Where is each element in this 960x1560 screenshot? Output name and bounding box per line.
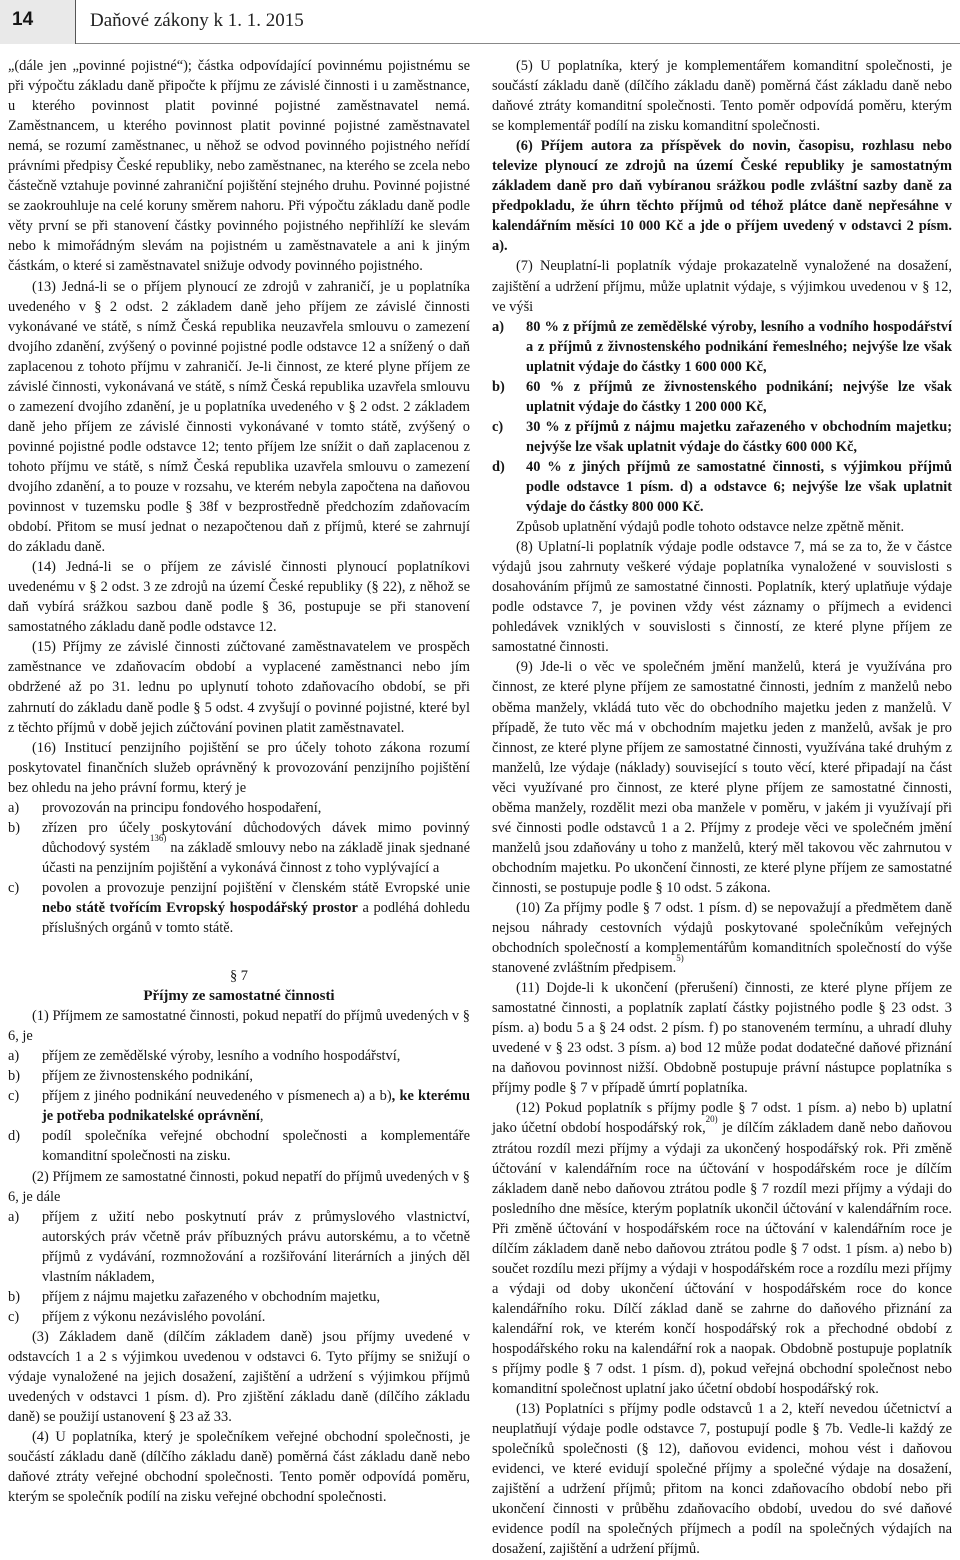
paragraph-s12: (12) Pokud poplatník s příjmy podle § 7 odst. 1 písm. a) nebo b) uplatní jako účetní období hospodářský rok,$^{20)}$ je dílčím základem daně nebo daňovou ztrátou rozdíl mezi příjmy a výdaji za ukončený hospodářský rok. Při změně účtování v kalendářním roce na účtování v hospodářském roce je dílčím základem daně nebo daňovou ztrátou podle § 7 rozdíl mezi příjmy a výdaji do posledního dne měsíce, kterým poplatník ukončil účtování v kalendářním roce. Při změně účtování v hospodářském roce na účtování v kalendářním roce je dílčím základem daně nebo daňovou ztrátou podle § 7 odst. 1 písm. a) nebo b) součet rozdílu mezi příjmy a výdaji v hospodářském roce a rozdílu mezi příjmy a výdaji od doby ukončení účtování v hospodářském roce do konce kalendářního roku. Dílčí základ daně se zahrne do daňového přiznání za kalendářní rok, ve kterém končí hospodářský rok a přechodné období z hospodářského roku na kalendářní rok a naopak. Obdobně postupuje poplatník s příjmy podle § 7 odst. 1 písm. d), pokud veřejná obchodní společnost nebo komanditní společnost uplatní jako účetní období hospodářský rok.	[492, 1100, 952, 1398]
paragraph-s8: (8) Uplatní-li poplatník výdaje podle odstavce 7, má se za to, že v částce výdajů jsou zahrnuty veškeré výdaje poplatníka vynaložené v souvislosti s dosahováním příjmů ze samostatné činnosti. Poplatník, který uplatňuje výdaje podle odstavce 7, je povinen vždy vést záznamy o příjmech a evidenci pohledávek vzniklých v souvislosti s činností, ze které plyne příjem ze samostatné činnosti.	[492, 539, 952, 656]
paragraph-16: (16) Institucí penzijního pojištění se pro účely tohoto zákona rozumí poskytovatel finančních služeb oprávněný k provozování penzijního pojištění bez ohledu na jeho právní formu, který je	[8, 739, 470, 796]
paragraph-s4: (4) U poplatníka, který je společníkem veřejné obchodní společnosti, je součástí základu daně (dílčího základu daně) poměrná část základu daně nebo daňové ztráty veřejné obchodní společnosti. Tento poměr odpovídá poměru, kterým se společník podílí na zisku veřejné obchodní společnosti.	[8, 1429, 470, 1506]
paragraph-s13: (13) Poplatníci s příjmy podle odstavců 1 a 2, kteří nevedou účetnictví a neuplatňují výdaje podle odstavce 7, postupují podle § 7b. Vedle-li každý ze společníků společnosti (§ 12), daňovou evidenci, mohou vést i daňovou evidenci, ve které evidují společné příjmy a společné výdaje na dosažení, zajištění a udržení příjmů; přitom na konci zdaňovacího období nebo při ukončení činnosti v průběhu zdaňovacího období, uvedou do své daňové evidence podíl na společných příjmech a podíl na společných výdajích na dosažení, zajištění a udržení příjmů.	[492, 1401, 952, 1558]
footnote-ref: 5)	[676, 953, 684, 964]
running-title: Daňové zákony k 1. 1. 2015	[90, 10, 304, 31]
paragraph-s6: (6) Příjem autora za příspěvek do novin, časopisu, rozhlasu nebo televize plynoucí ze zdrojů na území České republiky je samostatným základem daně pro daň vybíranou srážkou podle zvláštní sazby daně za předpokladu, že úhrn těchto příjmů od téhož plátce daně nepřesáhne v kalendářním měsíci 10 000 Kč a jde o příjem uvedený v odstavci 2 písm. a).	[492, 138, 952, 255]
list-item: c) příjem z jiného podnikání neuvedeného v písmenech a) a b), ke kterému je potřeba podnikatelské oprávnění,	[8, 1088, 470, 1125]
paragraph-s5: (5) U poplatníka, který je komplementářem komanditní společnosti, je součástí základu daně (dílčího základu daně) poměrná část základu daně nebo daňové ztráty komanditní společnosti. Tento poměr odpovídá poměru, kterým se komplementář podílí na zisku komanditní společnosti.	[492, 58, 952, 135]
paragraph-s3: (3) Základem daně (dílčím základem daně) jsou příjmy uvedené v odstavcích 1 a 2 s výjimkou uvedenou v odstavci 6. Tyto příjmy se snižují o výdaje vynaložené na jejich dosažení, zajištění a udržení s výjimkou příjmů uvedených v odstavci 1 písm. d). Pro zjištění základu daně (dílčího základu daně) se použijí ustanovení § 23 až 33.	[8, 1328, 470, 1426]
paragraph-s2: (2) Příjmem ze samostatné činnosti, pokud nepatří do příjmů uvedených v § 6, je dále	[8, 1168, 470, 1205]
list-item: c) 30 % z příjmů z nájmu majetku zařazeného v obchodním majetku; nejvýše lze však uplatnit výdaje do částky 600 000 Kč,	[492, 418, 952, 455]
list-item: b) zřízen pro účely poskytování důchodových dávek mimo povinný důchodový systém$^{136)}$ na základě smlouvy nebo na základě jinak sjednané účasti na penzijním pojištění a vykonává činnost z toho vyplývající a	[8, 819, 470, 876]
paragraph-s7-tail: Způsob uplatnění výdajů podle tohoto odstavce nelze zpětně měnit.	[516, 519, 905, 536]
list-item: a) příjem ze zemědělské výroby, lesního a vodního hospodářství,	[8, 1048, 401, 1065]
paragraph-s1: (1) Příjmem ze samostatné činnosti, pokud nepatří do příjmů uvedených v § 6, je	[8, 1008, 470, 1045]
footnote-ref: 136)	[149, 833, 167, 844]
paragraph-s9: (9) Jde-li o věc ve společném jmění manželů, která je využívána pro činnost, ze které plyne příjem ze samostatné činnosti, jedním z manželů nebo oběma manžely, vkládá tuto věc do obchodního majetku jeden z manželů. V případě, že tuto věc má v obchodním majetku jeden z manželů, avšak je pro činnost, ze které plyne příjem ze samostatné činnosti, využívána také druhým z manželů, lze výdaje (náklady) související s touto věcí, které připadají na část věci využívané pro činnost, ze které plyne příjem ze samostatné činnosti, oběma manžely, rozdělit mezi oba manžele v poměru, v jakém ji využívají při své činnosti podle odstavců 1 a 2. Příjmy z prodeje věci ve společném jmění manželů jsou zdaňovány u toho z manželů, který měl takovou věc zahrnutou v obchodním majetku. Po ukončení činnosti, ze které plyne příjem ze samostatné činnosti, se postupuje podle § 10 odst. 5 zákona.	[492, 659, 952, 896]
paragraph-14: (14) Jedná-li se o příjem ze závislé činnosti plynoucí poplatníkovi uvedenému v § 2 odst. 3 ze zdrojů na území České republiky (§ 22), z něhož se daň vybírá srážkou sazbou daně podle § 36, postupuje se při stanovení samostatného základu daně podle odstavce 12.	[8, 559, 470, 636]
list-item: a) provozován na principu fondového hospodaření,	[8, 799, 322, 816]
left-column	[8, 56, 470, 1507]
list-item: b) 60 % z příjmů ze živnostenského podnikání; nejvýše lze však uplatnit výdaje do částky 1 200 000 Kč,	[492, 378, 952, 415]
page-header	[0, 0, 960, 44]
paragraph-s7: (7) Neuplatní-li poplatník výdaje prokazatelně vynaložené na dosažení, zajištění a udržení příjmu, může uplatnit výdaje, s výjimkou uvedenou v § 12, ve výši	[492, 258, 952, 315]
right-column	[492, 56, 952, 1560]
paragraph-intro: „(dále jen „povinné pojistné“); částka odpovídající povinnému pojistnému se při výpočtu základu daně připočte k příjmu ze závislé činnosti i u zaměstnance, u kterého povinnost platit povinné pojistné zaměstnavatel nemá. Zaměstnancem, u kterého povinnost platit povinné pojistné zaměstnavatel nemá, se rozumí zaměstnanec, u něhož se odvod povinného pojistného neřídí právními předpisy České republiky, nebo zaměstnanec, na kterého se zcela nebo částečně vztahuje povinné zahraniční pojištění stejného druhu. Povinné pojistné se zaokrouhluje na celé koruny směrem nahoru. Při výpočtu základu daně podle věty první se při stanovení částky povinného pojistného nepřihlíží ke slevám nebo k mimořádným slevám na pojistném u zaměstnavatele a ani k jiným částkám, o které si zaměstnavatel snižuje odvody povinného pojistného.	[8, 58, 470, 275]
list-item: b) příjem ze živnostenského podnikání,	[8, 1068, 254, 1085]
list-item: a) příjem z užití nebo poskytnutí práv z průmyslového vlastnictví, autorských práv včetně práv příbuzných právu autorskému, a to včetně příjmů z vydávání, rozmnožování a rozšiřování literárních a jiných děl vlastním nákladem,	[8, 1208, 470, 1285]
list-item: d) 40 % z jiných příjmů ze samostatné činnosti, s výjimkou příjmů podle odstavce 1 písm. d) a odstavce 6; nejvýše lze však uplatnit výdaje do částky 800 000 Kč.	[492, 458, 952, 516]
page-number-box	[0, 0, 76, 44]
header-rule	[76, 43, 960, 44]
list-item: a) 80 % z příjmů ze zemědělské výroby, lesního a vodního hospodářství a z příjmů z živnostenského podnikání řemeslného; nejvýše lze však uplatnit výdaje do částky 1 600 000 Kč,	[492, 318, 952, 375]
list-item: d) podíl společníka veřejné obchodní společnosti a komplementáře komanditní společnosti na zisku.	[8, 1128, 470, 1165]
page-number: 14	[12, 9, 34, 30]
section-number: § 7	[230, 968, 248, 985]
paragraph-13: (13) Jedná-li se o příjem plynoucí ze zdrojů v zahraničí, je u poplatníka uvedeného v § 2 odst. 2 základem daně jeho příjem ze závislé činnosti vykonávané ve státě, s nímž Česká republika neuzavřela smlouvu o zamezení dvojího zdanění, zvýšený o povinné pojistné podle odstavce 12 a snížený o daň zaplacenou z tohoto příjmu v zahraničí. Je-li činnost, ze které plyne příjem ze závislé činnosti, vykonávaná ve státě, s nímž Česká republika uzavřela smlouvu o zamezení dvojího zdanění, je u poplatníka uvedeného v § 2 odst. 2 základem daně jeho příjem ze závislé činnosti vykonávané v tomto státě, zvýšený o povinné pojistné podle odstavce 12; tento příjem lze snížit o daň zaplacenou z tohoto příjmu ve státě, s nímž Česká republika uzavřela smlouvu o zamezení dvojího zdanění, a to pouze v rozsahu, ve kterém nebyla započtena na daňovou povinnost v tuzemsku podle § 38f v bezprostředně předchozím zdaňovacím období. Přitom se musí jednat o nezapočtenou daň z příjmů, které se zahrnují do základu daně.	[8, 278, 470, 556]
list-item: b) příjem z nájmu majetku zařazeného v obchodním majetku,	[8, 1288, 381, 1305]
paragraph-15: (15) Příjmy ze závislé činnosti zúčtované zaměstnavatelem ve prospěch zaměstnance ve zdaňovacím období a vyplacené zaměstnanci nebo jím obdržené až po 31. lednu po uplynutí tohoto zdaňovacího období, se při zahrnutí do základu daně podle § 5 odst. 4 zvyšují o povinné pojistné, které byl z těchto příjmů v době jejich zúčtování povinen platit zaměstnavatel.	[8, 639, 470, 736]
list-item: c) povolen a provozuje penzijní pojištění v členském státě Evropské unie nebo státě tvořícím Evropský hospodářský prostor a podléhá dohledu příslušných orgánů v tomto státě.	[8, 879, 470, 937]
footnote-ref: 20)	[705, 1113, 718, 1124]
section-title: Příjmy ze samostatné činnosti	[143, 988, 335, 1005]
paragraph-s10: (10) Za příjmy podle § 7 odst. 1 písm. d) se nepovažují a předmětem daně nejsou náhrady cestovních výdajů poskytované společníkům veřejných obchodních společností a komplementářům komanditních společností do výše stanovené zvláštním předpisem.$^{5)}$	[492, 899, 952, 977]
list-item: c) příjem z výkonu nezávislého povolání.	[8, 1308, 266, 1325]
paragraph-s11: (11) Dojde-li k ukončení (přerušení) činnosti, ze které plyne příjem ze samostatné činnosti, a poplatník zaplatí částky pojistného podle § 23 odst. 3 písm. a) bodu 5 a § 24 odst. 2 písm. f) po stanoveném termínu, a uhradí dluhy uvedené v § 23 odst. 3 písm. a) bod 12 může podat dodatečné daňové přiznání na daňovou povinnost nižší. Obdobně postupuje právní nástupce poplatníka s příjmy podle § 7 v případě úmrtí poplatníka.	[492, 980, 952, 1097]
